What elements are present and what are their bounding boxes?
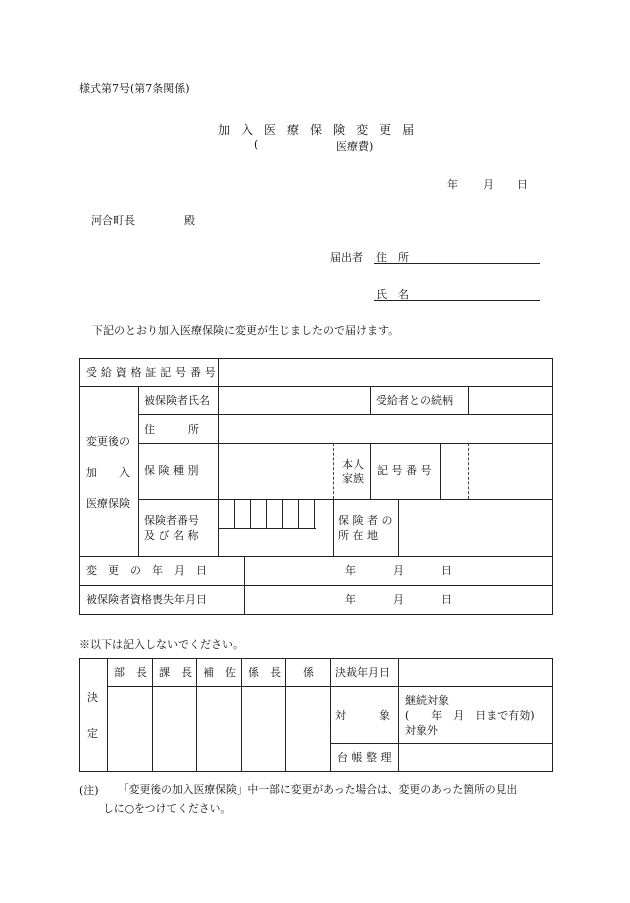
decision-label-2: 定 [87, 727, 98, 740]
loss-date-day: 日 [441, 593, 452, 606]
form-number: 様式第7号(第7条関係) [79, 82, 190, 95]
target-option-continue: 継続対象 [405, 694, 449, 707]
insurer-location-label-1: 保 険 者 の [338, 514, 393, 527]
form-title: 加 入 医 療 保 険 変 更 届 [218, 123, 418, 137]
change-date-year: 年 [345, 564, 356, 577]
applicant-name-line[interactable] [374, 300, 540, 301]
after-change-label-2: 加 入 [86, 466, 130, 479]
insurer-number-label-1: 保険者番号 [144, 514, 199, 527]
office-note: ※以下は記入しないでください。 [79, 638, 244, 651]
decision-date-label: 決裁年月日 [335, 666, 390, 679]
subtitle-medical-cost: 医療費) [336, 140, 374, 153]
subtitle-open-paren: ( [254, 138, 259, 151]
cert-number-label: 受給資格証記号番号 [86, 366, 220, 379]
date-year: 年 [447, 178, 458, 191]
loss-date-label: 被保険者資格喪失年月日 [86, 593, 207, 606]
kacho-label: 課 長 [159, 666, 192, 679]
target-option-excluded: 対象外 [405, 724, 438, 737]
change-date-day: 日 [441, 564, 452, 577]
insured-name-field[interactable] [219, 387, 369, 414]
insurer-location-field[interactable] [399, 500, 551, 556]
intro-text: 下記のとおり加入医療保険に変更が生じましたので届けます。 [92, 324, 400, 337]
symbol-number-label: 記 号 番 号 [377, 464, 432, 477]
family-label: 家族 [342, 472, 364, 485]
change-date-label: 変 更 の 年 月 日 [86, 564, 207, 577]
loss-date-year: 年 [345, 593, 356, 606]
insurance-type-field[interactable] [219, 444, 333, 499]
after-change-label-3: 医療保険 [86, 497, 130, 510]
addressee: 河合町長 [91, 214, 135, 227]
target-option-valid-until: ( 年 月 日まで有効) [405, 709, 535, 722]
insurer-location-label-2: 所 在 地 [338, 529, 378, 542]
address-label: 住 所 [144, 423, 199, 436]
target-label: 対 象 [335, 709, 390, 722]
applicant-name-label: 氏 名 [376, 288, 409, 301]
loss-date-month: 月 [393, 593, 404, 606]
relation-field[interactable] [469, 387, 551, 414]
date-month: 月 [483, 178, 494, 191]
decision-label-1: 決 [87, 691, 98, 704]
ledger-label: 台 帳 整 理 [337, 751, 392, 764]
footnote-line-2: しに○をつけてください。 [103, 802, 232, 815]
relation-label: 受給者との続柄 [376, 394, 453, 407]
self-label: 本人 [342, 458, 364, 471]
bucho-label: 部 長 [114, 666, 147, 679]
applicant-address-label: 住 所 [376, 251, 409, 264]
cert-number-field[interactable] [219, 359, 551, 386]
kakari-label: 係 [303, 666, 314, 679]
kakaricho-label: 係 長 [248, 666, 281, 679]
date-day: 日 [517, 178, 528, 191]
hosa-label: 補 佐 [203, 666, 236, 679]
applicant-label: 届出者 [330, 251, 363, 264]
address-field[interactable] [219, 415, 551, 443]
change-date-month: 月 [393, 564, 404, 577]
addressee-honorific: 殿 [184, 214, 195, 227]
footnote-line-1: 「変更後の加入医療保険」中一部に変更があった場合は、変更のあった箇所の見出 [118, 783, 518, 796]
insured-name-label: 被保険者氏名 [144, 394, 210, 407]
footnote-marker: (注) [79, 784, 99, 797]
after-change-label-1: 変更後の [86, 435, 130, 448]
symbol-number-field[interactable] [441, 444, 551, 499]
applicant-address-line[interactable] [374, 263, 540, 264]
insurer-number-digit-boxes[interactable] [218, 499, 316, 528]
insurer-number-label-2: 及 び 名 称 [144, 529, 199, 542]
insurance-type-label: 保 険 種 別 [144, 464, 199, 477]
